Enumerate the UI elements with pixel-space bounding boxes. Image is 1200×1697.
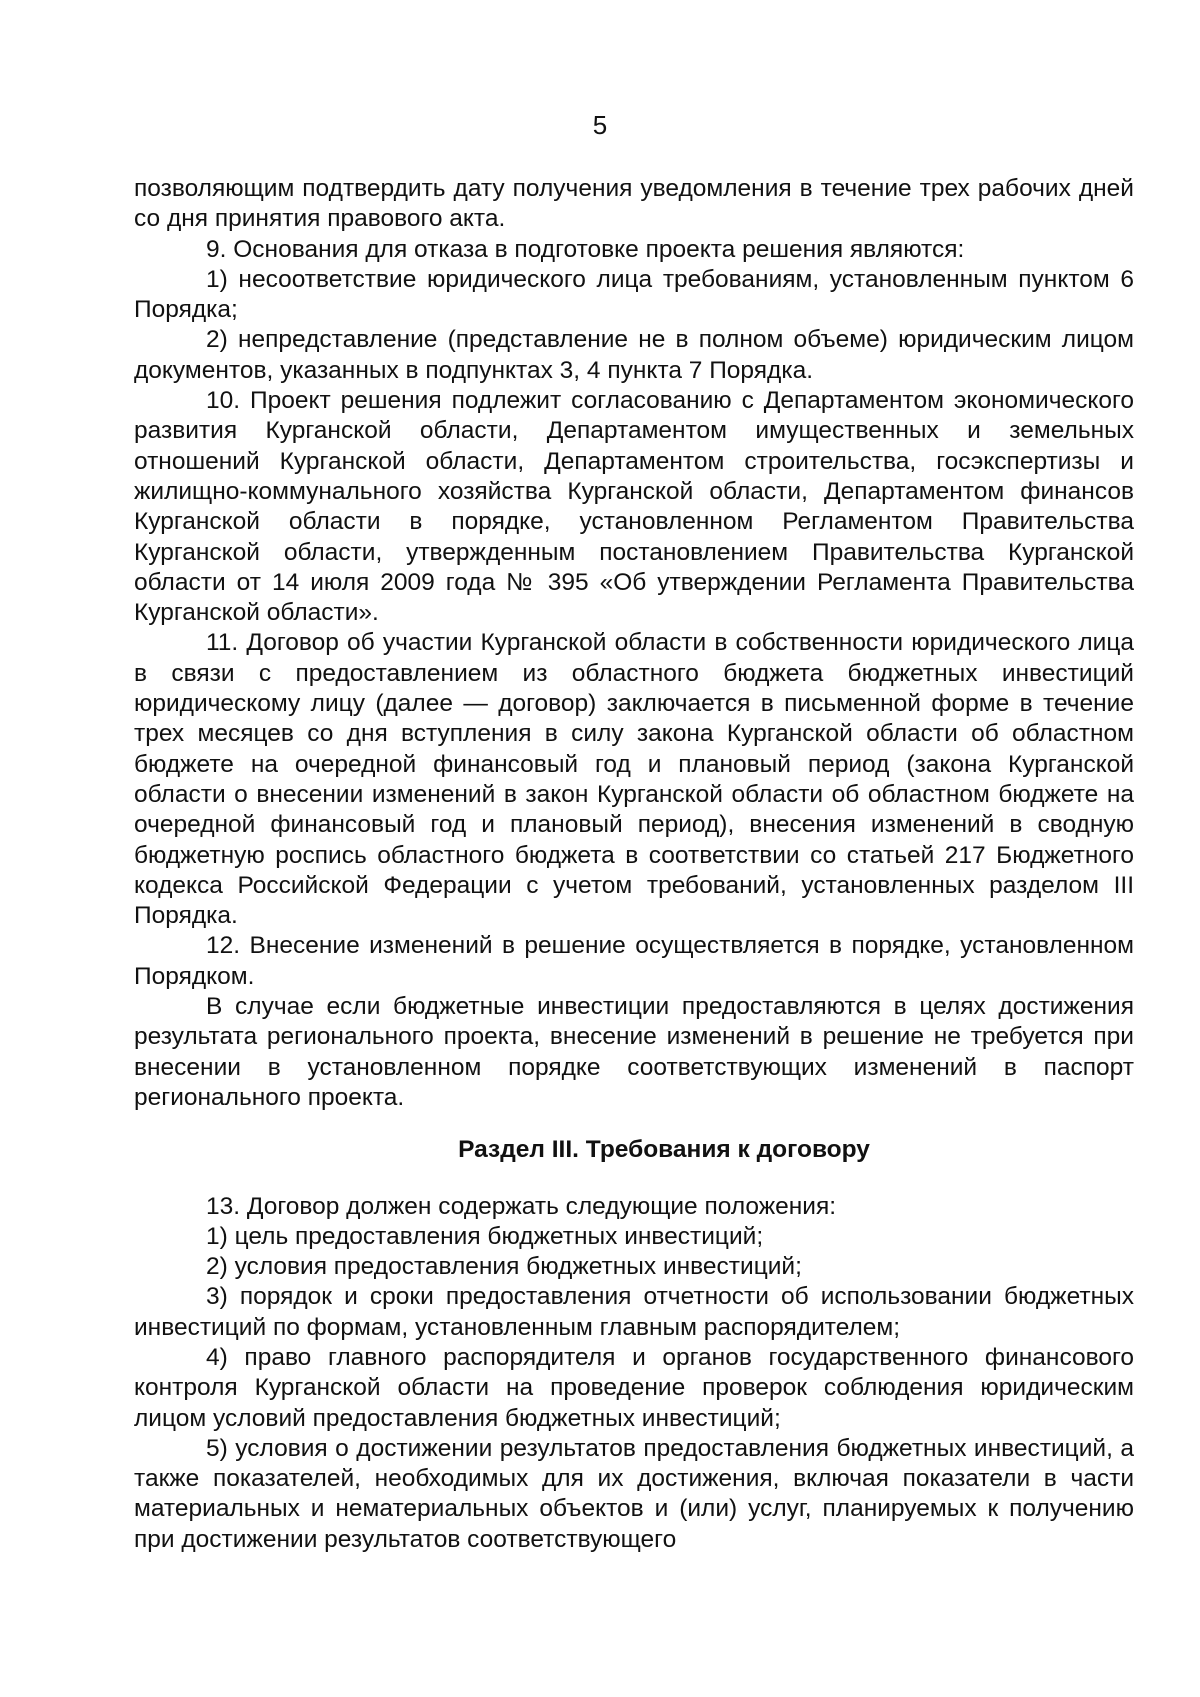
paragraph-13-item-2: 2) условия предоставления бюджетных инвестиций; [206,1253,802,1281]
paragraph-12-note: В случае если бюджетные инвестиции предоставляются в целях достижения результата регионального проекта, внесение изменений в решение не требуется при внесении в установленном порядке соответствующих изменений в паспорт регионального проекта. [134,993,1134,1111]
paragraph-13-item-5: 5) условия о достижении результатов предоставления бюджетных инвестиций, а также показателей, необходимых для их достижения, включая показатели в части материальных и нематериальных объектов и (или) услуг, планируемых к получению при достижении результатов соответствующего [134,1434,1134,1553]
paragraph-10: 10. Проект решения подлежит согласованию с Департаментом экономического развития Курганской области, Департаментом имущественных и земельных отношений Курганской области, Департаментом строительства, госэкспертизы и жилищно-коммунального хозяйства Курганской области, Департаментом финансов Курганской области в порядке, установленном Регламентом Правительства Курганской области, утвержденным постановлением Правительства Курганской области от 14 июля 2009 года № 395 «Об утверждении Регламента Правительства Курганской области». [134,387,1134,627]
paragraph-9-item-2: 2) непредставление (представление не в полном объеме) юридическим лицом документов, указанных в подпунктах 3, 4 пункта 7 Порядка. [134,326,1134,384]
page-number: 5 [592,110,608,140]
paragraph-11: 11. Договор об участии Курганской области в собственности юридического лица в связи с предоставлением из областного бюджета бюджетных инвестиций юридическому лицу (далее — договор) заключается в письменной форме в течение трех месяцев со дня вступления в силу закона Курганской области об областном бюджете на очередной финансовый год и плановый период (закона Курганской области о внесении изменений в закон Курганской области об областном бюджете на очередной финансовый год и плановый период), внесения изменений в сводную бюджетную роспись областного бюджета в соответствии со статьей 217 Бюджетного кодекса Российской Федерации с учетом требований, установленных разделом III Порядка. [134,629,1134,930]
paragraph-continuation: позволяющим подтвердить дату получения уведомления в течение трех рабочих дней со дня принятия правового акта. [134,175,1134,233]
paragraph-13-item-4: 4) право главного распорядителя и органов государственного финансового контроля Курганской области на проведение проверок соблюдения юридическим лицом условий предоставления бюджетных инвестиций; [134,1343,1134,1432]
paragraph-13: 13. Договор должен содержать следующие положения: [206,1192,837,1220]
paragraph-12: 12. Внесение изменений в решение осуществляется в порядке, установленном Порядком. [134,932,1134,990]
paragraph-9-item-1: 1) несоответствие юридического лица требованиям, установленным пунктом 6 Порядка; [134,265,1134,324]
paragraph-9: 9. Основания для отказа в подготовке проекта решения являются: [206,235,965,263]
document-body [134,174,1134,1555]
section-heading: Раздел III. Требования к договору [458,1136,870,1164]
paragraph-13-item-3: 3) порядок и сроки предоставления отчетности об использовании бюджетных инвестиций по формам, установленным главным распорядителем; [134,1283,1134,1341]
paragraph-13-item-1: 1) цель предоставления бюджетных инвестиций; [206,1222,764,1250]
